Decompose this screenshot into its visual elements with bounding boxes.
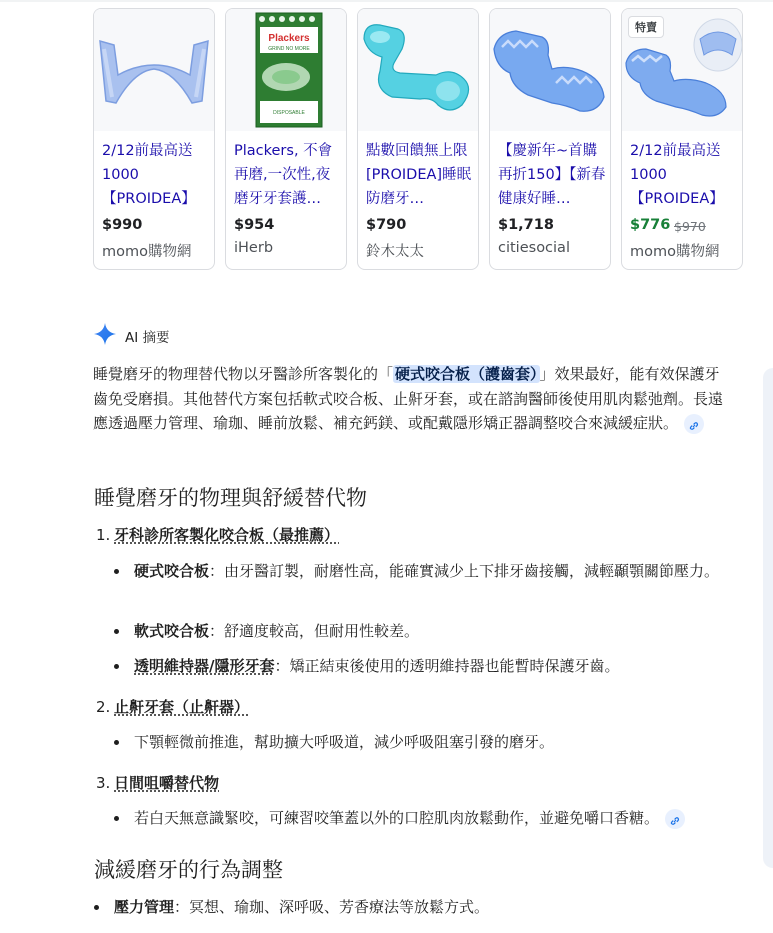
item-title: 日間咀嚼替代物 — [114, 774, 220, 792]
product-carousel — [93, 8, 753, 272]
numbered-item — [96, 772, 219, 793]
product-card[interactable] — [489, 8, 611, 270]
product-card[interactable] — [93, 8, 215, 270]
section-heading: 減緩磨牙的行為調整 — [94, 858, 283, 882]
numbered-item — [96, 524, 339, 545]
product-price: $790 — [366, 217, 407, 233]
numbered-item — [96, 696, 249, 717]
summary-text-2: 」效果最好，能有效保護牙齒免受磨損。其他替代方案包括軟式咬合板、止鼾牙套，或在諮詢醫師後使用肌肉鬆弛劑。長遠應透過壓力管理、瑜珈、睡前放鬆、補充鈣鎂、或配戴隱形矯正器調整咬合來減緩症狀。 — [93, 365, 724, 432]
package-brand: Plackers — [268, 33, 310, 44]
ai-overview-header — [94, 322, 170, 350]
source-link-button[interactable] — [684, 414, 704, 434]
product-price: $990 — [102, 217, 143, 233]
product-seller: citiesocial — [498, 240, 570, 256]
item-number: 1. — [96, 526, 111, 544]
product-card[interactable] — [225, 8, 347, 270]
product-title[interactable]: 【慶新年~首購再折150】【新春健康好睡… — [498, 143, 606, 207]
list-item — [114, 619, 734, 643]
sale-badge: 特賣 — [628, 16, 664, 38]
list-item — [114, 654, 734, 678]
product-title[interactable]: 點數回饋無上限 [PROIDEA]睡眠防磨牙… — [366, 143, 472, 207]
bullet-dot — [114, 816, 119, 821]
product-seller: momo購物網 — [102, 244, 192, 260]
product-seller: iHerb — [234, 240, 274, 256]
section-heading: 睡覺磨牙的物理與舒緩替代物 — [94, 486, 367, 510]
bullet-dot — [114, 664, 119, 669]
product-title[interactable]: 2/12前最高送1000【PROIDEA】 — [102, 143, 196, 207]
summary-highlight: 硬式咬合板（護齒套） — [395, 365, 538, 383]
product-image — [490, 9, 610, 131]
product-price: $776 — [630, 217, 671, 233]
bullet-text: 若白天無意識緊咬，可練習咬筆蓋以外的口腔肌肉放鬆動作，並避免嚼口香糖。 — [134, 809, 660, 827]
product-seller: momo購物網 — [630, 244, 720, 260]
link-icon — [670, 816, 680, 826]
top-edge — [0, 0, 773, 2]
item-number: 3. — [96, 774, 111, 792]
link-icon — [689, 421, 699, 431]
bullet-term: 硬式咬合板 — [134, 562, 210, 580]
item-number: 2. — [96, 698, 111, 716]
bullet-term: 壓力管理 — [114, 898, 175, 916]
list-item — [114, 559, 734, 583]
bullet-dot — [114, 740, 119, 745]
list-item — [114, 730, 734, 754]
summary-text-1: 睡覺磨牙的物理替代物以牙醫診所客製化的「 — [93, 365, 394, 383]
bullet-term: 透明維持器/隱形牙套 — [134, 657, 275, 675]
source-link-button[interactable] — [665, 809, 685, 829]
bullet-text: ：舒適度較高，但耐用性較差。 — [209, 622, 420, 640]
product-image — [226, 9, 346, 131]
item-title: 牙科診所客製化咬合板（最推薦） — [114, 526, 340, 544]
bullet-dot — [94, 905, 99, 910]
product-image — [94, 9, 214, 131]
bullet-dot — [114, 629, 119, 634]
ai-summary — [93, 362, 723, 436]
product-title[interactable]: Plackers, 不會再磨,一次性,夜磨牙牙套護… — [234, 143, 333, 207]
bullet-term: 軟式咬合板 — [134, 622, 210, 640]
product-title[interactable]: 2/12前最高送1000【PROIDEA】 — [630, 143, 724, 207]
bullet-text: 下顎輕微前推進，幫助擴大呼吸道，減少呼吸阻塞引發的磨牙。 — [134, 733, 555, 751]
product-price: $1,718 — [498, 217, 554, 233]
bullet-dot — [114, 569, 119, 574]
product-card[interactable] — [357, 8, 479, 270]
package-label: DISPOSABLE — [273, 110, 305, 116]
bullet-text: ：矯正結束後使用的透明維持器也能暫時保護牙齒。 — [274, 657, 620, 675]
product-seller: 鈴木太太 — [366, 244, 424, 260]
bullet-text: ：由牙醫訂製，耐磨性高，能確實減少上下排牙齒接觸，減輕顳顎關節壓力。 — [209, 562, 720, 580]
list-item — [114, 806, 734, 830]
item-title: 止鼾牙套（止鼾器） — [114, 698, 250, 716]
product-card[interactable] — [621, 8, 743, 270]
product-image — [622, 9, 742, 131]
product-price: $954 — [234, 217, 275, 233]
bullet-text: ：冥想、瑜珈、深呼吸、芳香療法等放鬆方式。 — [174, 898, 490, 916]
side-panel-edge — [763, 368, 773, 868]
list-item — [94, 895, 714, 919]
product-image — [358, 9, 478, 131]
package-tagline: GRIND NO MORE — [268, 46, 310, 52]
sparkle-icon — [94, 323, 116, 349]
product-original-price: $970 — [674, 219, 706, 234]
ai-overview-label: AI 摘要 — [125, 330, 170, 346]
